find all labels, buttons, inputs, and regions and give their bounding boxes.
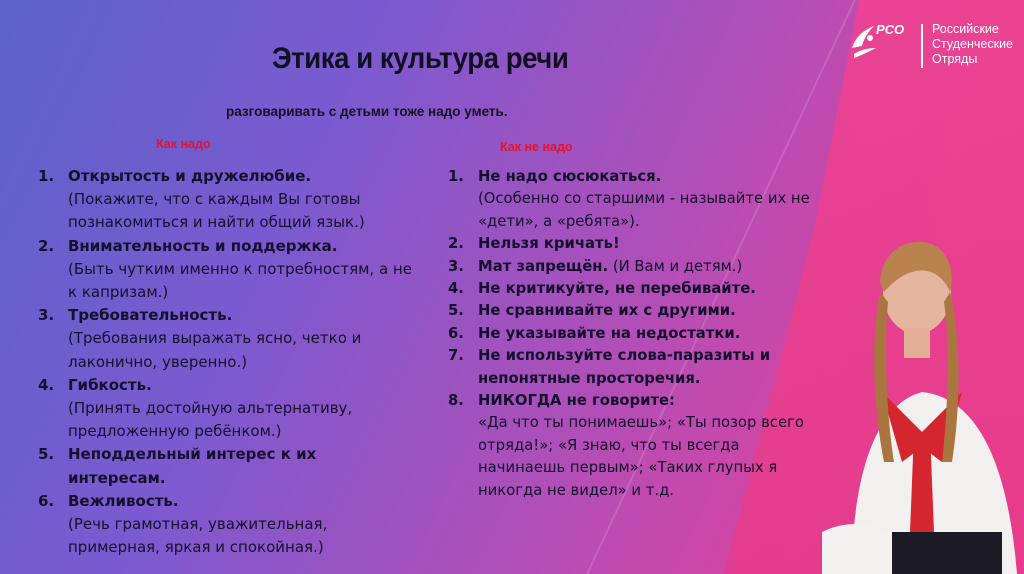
- item-head: Требовательность.: [68, 306, 233, 325]
- dont-list: [448, 166, 828, 502]
- item-desc: (Речь грамотная, уважительная, примерная, яркая и спокойная.): [68, 515, 328, 557]
- item-head: Не используйте слова-паразиты и непонятные просторечия.: [478, 347, 771, 387]
- logo-abbr: РСО: [876, 22, 905, 37]
- bird-emblem-icon: [848, 18, 878, 64]
- item-head: Вежливость.: [68, 491, 179, 510]
- item-number: 4.: [38, 375, 55, 394]
- list-item: [38, 490, 418, 560]
- logo-name-line: Отряды: [932, 52, 978, 66]
- column-heading-dont: Как не надо: [500, 140, 573, 154]
- logo-name-line: Студенческие: [932, 37, 1013, 51]
- slide-title: Этика и культура речи: [272, 42, 569, 75]
- list-item: [448, 233, 828, 255]
- item-desc: (Быть чутким именно к потребностям, а не к капризам.): [68, 259, 412, 302]
- rso-logo: [848, 18, 1018, 78]
- item-head: НИКОГДА не говорите:: [478, 392, 675, 410]
- list-item: [448, 300, 828, 322]
- item-head: Не надо сюсюкаться.: [478, 168, 662, 185]
- item-number: 7.: [448, 347, 464, 365]
- item-desc: (Покажите, что с каждым Вы готовы познакомиться и найти общий язык.): [68, 190, 365, 232]
- logo-separator: [921, 24, 923, 68]
- logo-name: [932, 22, 1013, 67]
- list-item: [38, 235, 418, 305]
- item-number: 3.: [38, 306, 55, 325]
- list-item: [448, 278, 828, 300]
- item-desc: (Требования выражать ясно, четко и лаконично, уверенно.): [68, 329, 362, 371]
- item-number: 6.: [38, 491, 55, 510]
- item-number: 5.: [448, 302, 464, 320]
- list-item: [448, 256, 828, 278]
- slide-subtitle: разговаривать с детьми тоже надо уметь.: [226, 104, 508, 119]
- list-item: [38, 443, 418, 489]
- list-item: [38, 304, 418, 374]
- do-list: [38, 165, 418, 559]
- item-desc: (Особенно со старшими - называйте их не «дети», а «ребята»).: [478, 190, 810, 230]
- list-item: [448, 323, 828, 345]
- item-head: Гибкость.: [68, 375, 152, 394]
- column-heading-do: Как надо: [156, 137, 211, 151]
- item-number: 8.: [448, 392, 464, 410]
- logo-name-line: Российские: [932, 22, 999, 36]
- item-head: Неподдельный интерес к их интересам.: [68, 445, 317, 487]
- item-head: Внимательность и поддержка.: [68, 236, 338, 255]
- item-desc: (Принять достойную альтернативу, предложенную ребёнком.): [68, 399, 353, 441]
- item-number: 1.: [38, 167, 55, 185]
- item-head: Не указывайте на недостатки.: [478, 324, 741, 342]
- item-number: 1.: [448, 168, 464, 185]
- item-number: 3.: [448, 257, 464, 275]
- item-number: 5.: [38, 445, 55, 464]
- item-number: 6.: [448, 324, 464, 342]
- list-item: [448, 390, 828, 502]
- item-number: 4.: [448, 280, 464, 298]
- list-item: [448, 345, 828, 390]
- list-item: [448, 166, 828, 233]
- item-head: Не критикуйте, не перебивайте.: [478, 280, 756, 298]
- list-item: [38, 165, 418, 235]
- item-head: Нельзя кричать!: [478, 235, 620, 253]
- item-head: Мат запрещён.: [478, 257, 609, 275]
- item-tail: (И Вам и детям.): [608, 257, 743, 275]
- pioneer-girl-photo: [822, 232, 1024, 574]
- item-number: 2.: [38, 236, 55, 255]
- item-desc: «Да что ты понимаешь»; «Ты позор всего отряда!»; «Я знаю, что ты всегда начинаешь первым»; «Таких глупых я никогда не видел» и т.д.: [478, 414, 804, 499]
- list-item: [38, 374, 418, 444]
- item-head: Не сравнивайте их с другими.: [478, 302, 736, 320]
- item-number: 2.: [448, 235, 464, 253]
- item-head: Открытость и дружелюбие.: [68, 167, 312, 185]
